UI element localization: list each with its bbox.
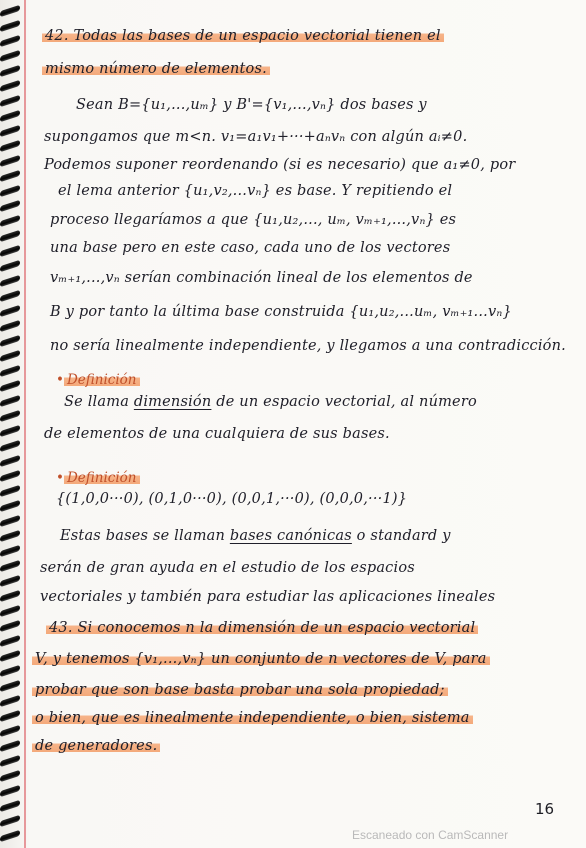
spiral-ring bbox=[0, 785, 20, 797]
term-dimension: dimensión bbox=[133, 394, 212, 410]
spiral-ring bbox=[0, 425, 20, 437]
definition-2-post: o standard y bbox=[351, 528, 451, 544]
proof-line-4: el lema anterior {u₁,v₂,...vₙ} es base. Y repitiendo el bbox=[58, 183, 453, 199]
theorem-43-line-2 bbox=[32, 651, 490, 667]
spiral-ring bbox=[0, 725, 20, 737]
spiral-ring bbox=[0, 170, 20, 182]
spiral-ring bbox=[0, 200, 20, 212]
spiral-ring bbox=[0, 215, 20, 227]
spiral-ring bbox=[0, 5, 20, 17]
theorem-43-line-1 bbox=[46, 620, 478, 636]
spiral-ring bbox=[0, 800, 20, 812]
spiral-ring bbox=[0, 260, 20, 272]
spiral-ring bbox=[0, 650, 20, 662]
spiral-ring bbox=[0, 95, 20, 107]
theorem-43-text-1: 43. Si conocemos n la dimensión de un espacio vectorial bbox=[46, 620, 478, 636]
spiral-ring bbox=[0, 155, 20, 167]
spiral-ring bbox=[0, 815, 20, 827]
proof-line-7: vₘ₊₁,...,vₙ serían combinación lineal de los elementos de bbox=[50, 270, 473, 286]
theorem-42-text-cont: mismo número de elementos. bbox=[42, 61, 270, 77]
scanner-watermark: Escaneado con CamScanner bbox=[352, 828, 509, 842]
theorem-42-text: 42. Todas las bases de un espacio vectorial tienen el bbox=[42, 28, 444, 44]
spiral-ring bbox=[0, 65, 20, 77]
spiral-ring bbox=[0, 605, 20, 617]
spiral-ring bbox=[0, 500, 20, 512]
term-bases-canonicas: bases canónicas bbox=[229, 528, 352, 544]
definition-1-post: de un espacio vectorial, al número bbox=[211, 394, 477, 410]
spiral-ring bbox=[0, 395, 20, 407]
proof-line-3: Podemos suponer reordenando (si es necesario) que a₁≠0, por bbox=[44, 157, 516, 173]
proof-line-2: supongamos que m<n. v₁=a₁v₁+···+aₙvₙ con algún aᵢ≠0. bbox=[44, 129, 468, 145]
spiral-ring bbox=[0, 530, 20, 542]
theorem-43-text-2: V, y tenemos {v₁,...,vₙ} un conjunto de n vectores de V, para bbox=[32, 651, 490, 667]
spiral-ring bbox=[0, 830, 20, 842]
theorem-43-line-3 bbox=[32, 682, 448, 698]
definition-label-2: • Definición bbox=[56, 470, 140, 486]
spiral-ring bbox=[0, 575, 20, 587]
definition-1-pre: Se llama bbox=[64, 394, 134, 410]
page-number: 16 bbox=[535, 800, 555, 818]
spiral-ring bbox=[0, 740, 20, 752]
definition-2-line-1 bbox=[60, 528, 451, 544]
spiral-ring bbox=[0, 140, 20, 152]
spiral-ring bbox=[0, 560, 20, 572]
spiral-ring bbox=[0, 80, 20, 92]
spiral-ring bbox=[0, 770, 20, 782]
definition-2-line-3: vectoriales y también para estudiar las aplicaciones lineales bbox=[40, 589, 496, 605]
spiral-ring bbox=[0, 245, 20, 257]
canonical-vectors: {(1,0,0···0), (0,1,0···0), (0,0,1,···0), (0,0,0,···1)} bbox=[56, 491, 408, 507]
spiral-ring bbox=[0, 365, 20, 377]
spiral-ring bbox=[0, 755, 20, 767]
proof-line-5: proceso llegaríamos a que {u₁,u₂,..., uₘ, vₘ₊₁,...,vₙ} es bbox=[50, 212, 457, 228]
spiral-ring bbox=[0, 485, 20, 497]
spiral-ring bbox=[0, 185, 20, 197]
spiral-ring bbox=[0, 35, 20, 47]
spiral-ring bbox=[0, 710, 20, 722]
spiral-ring bbox=[0, 665, 20, 677]
definition-2-pre: Estas bases se llaman bbox=[60, 528, 230, 544]
definition-label-text: Definición bbox=[64, 372, 140, 388]
proof-line-6: una base pero en este caso, cada uno de los vectores bbox=[50, 240, 451, 256]
definition-1-line-1 bbox=[64, 394, 477, 410]
spiral-ring bbox=[0, 455, 20, 467]
spiral-ring bbox=[0, 440, 20, 452]
definition-2-line-2: serán de gran ayuda en el estudio de los espacios bbox=[40, 560, 415, 576]
definition-label-1: • Definición bbox=[56, 372, 140, 388]
spiral-ring bbox=[0, 380, 20, 392]
proof-line-1: Sean B={u₁,...,uₘ} y B'={v₁,...,vₙ} dos bases y bbox=[76, 97, 427, 113]
margin-line bbox=[24, 0, 26, 848]
definition-label-text: Definición bbox=[64, 470, 140, 486]
spiral-ring bbox=[0, 305, 20, 317]
theorem-42-title-line2 bbox=[42, 61, 270, 77]
theorem-43-line-4 bbox=[32, 710, 473, 726]
theorem-43-text-5: de generadores. bbox=[32, 738, 160, 754]
theorem-43-line-5 bbox=[32, 738, 160, 754]
spiral-ring bbox=[0, 545, 20, 557]
spiral-ring bbox=[0, 50, 20, 62]
spiral-ring bbox=[0, 230, 20, 242]
spiral-ring bbox=[0, 350, 20, 362]
spiral-ring bbox=[0, 275, 20, 287]
spiral-ring bbox=[0, 290, 20, 302]
spiral-ring bbox=[0, 320, 20, 332]
spiral-ring bbox=[0, 125, 20, 137]
spiral-ring bbox=[0, 635, 20, 647]
definition-1-line-2: de elementos de una cualquiera de sus bases. bbox=[44, 426, 390, 442]
spiral-ring bbox=[0, 335, 20, 347]
spiral-ring bbox=[0, 695, 20, 707]
theorem-42-title-line1 bbox=[42, 28, 444, 44]
spiral-ring bbox=[0, 590, 20, 602]
spiral-ring bbox=[0, 20, 20, 32]
spiral-binding bbox=[0, 0, 22, 848]
proof-line-9: no sería linealmente independiente, y llegamos a una contradicción. bbox=[50, 338, 566, 354]
spiral-ring bbox=[0, 110, 20, 122]
theorem-43-text-4: o bien, que es linealmente independiente, o bien, sistema bbox=[32, 710, 473, 726]
proof-line-8: B y por tanto la última base construida {u₁,u₂,...uₘ, vₘ₊₁...vₙ} bbox=[50, 304, 512, 320]
spiral-ring bbox=[0, 410, 20, 422]
spiral-ring bbox=[0, 470, 20, 482]
theorem-43-text-3: probar que son base basta probar una sola propiedad; bbox=[32, 682, 448, 698]
spiral-ring bbox=[0, 620, 20, 632]
spiral-ring bbox=[0, 515, 20, 527]
spiral-ring bbox=[0, 680, 20, 692]
